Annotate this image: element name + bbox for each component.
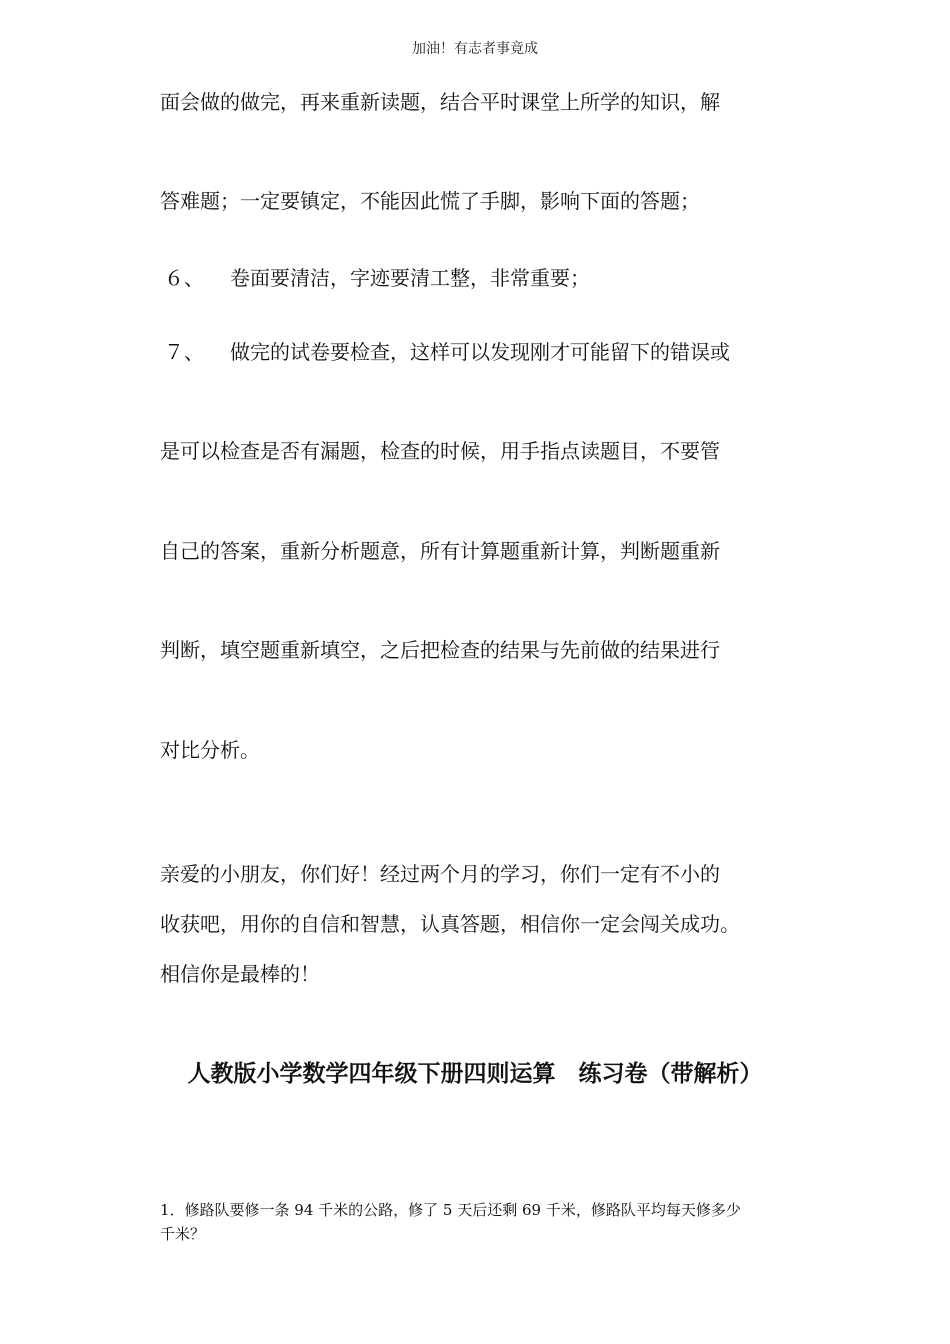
paragraph-line: 是可以检查是否有漏题，检查的时候，用手指点读题目，不要管 — [160, 439, 720, 463]
greeting-line: 收获吧，用你的自信和智慧，认真答题，相信你一定会闯关成功。 — [160, 912, 740, 936]
list-item-number: ７、 — [164, 340, 204, 364]
greeting-line: 相信你是最棒的！ — [160, 962, 320, 986]
list-item-6 — [160, 264, 590, 292]
worksheet-title: 人教版小学数学四年级下册四则运算 练习卷（带解析） — [187, 1061, 763, 1087]
paragraph-line: 对比分析。 — [160, 738, 260, 762]
page-header: 加油！有志者事竟成 — [412, 41, 538, 57]
paragraph-line: 判断，填空题重新填空，之后把检查的结果与先前做的结果进行 — [160, 638, 720, 662]
list-item-text: 做完的试卷要检查，这样可以发现刚才可能留下的错误或 — [230, 340, 730, 364]
list-item-text: 卷面要清洁，字迹要清工整，非常重要； — [230, 266, 590, 290]
question-1-line: 1．修路队要修一条 94 千米的公路，修了 5 天后还剩 69 千米，修路队平均每天修多少 — [160, 1201, 741, 1219]
paragraph-line: 自己的答案，重新分析题意，所有计算题重新计算，判断题重新 — [160, 539, 720, 563]
list-item-7 — [160, 338, 730, 366]
list-item-number: ６、 — [164, 266, 204, 290]
paragraph-line: 答难题；一定要镇定，不能因此慌了手脚，影响下面的答题； — [160, 189, 700, 213]
paragraph-line: 面会做的做完，再来重新读题，结合平时课堂上所学的知识，解 — [160, 90, 720, 114]
question-1-line: 千米？ — [160, 1225, 206, 1243]
greeting-line: 亲爱的小朋友，你们好！经过两个月的学习，你们一定有不小的 — [160, 862, 720, 886]
